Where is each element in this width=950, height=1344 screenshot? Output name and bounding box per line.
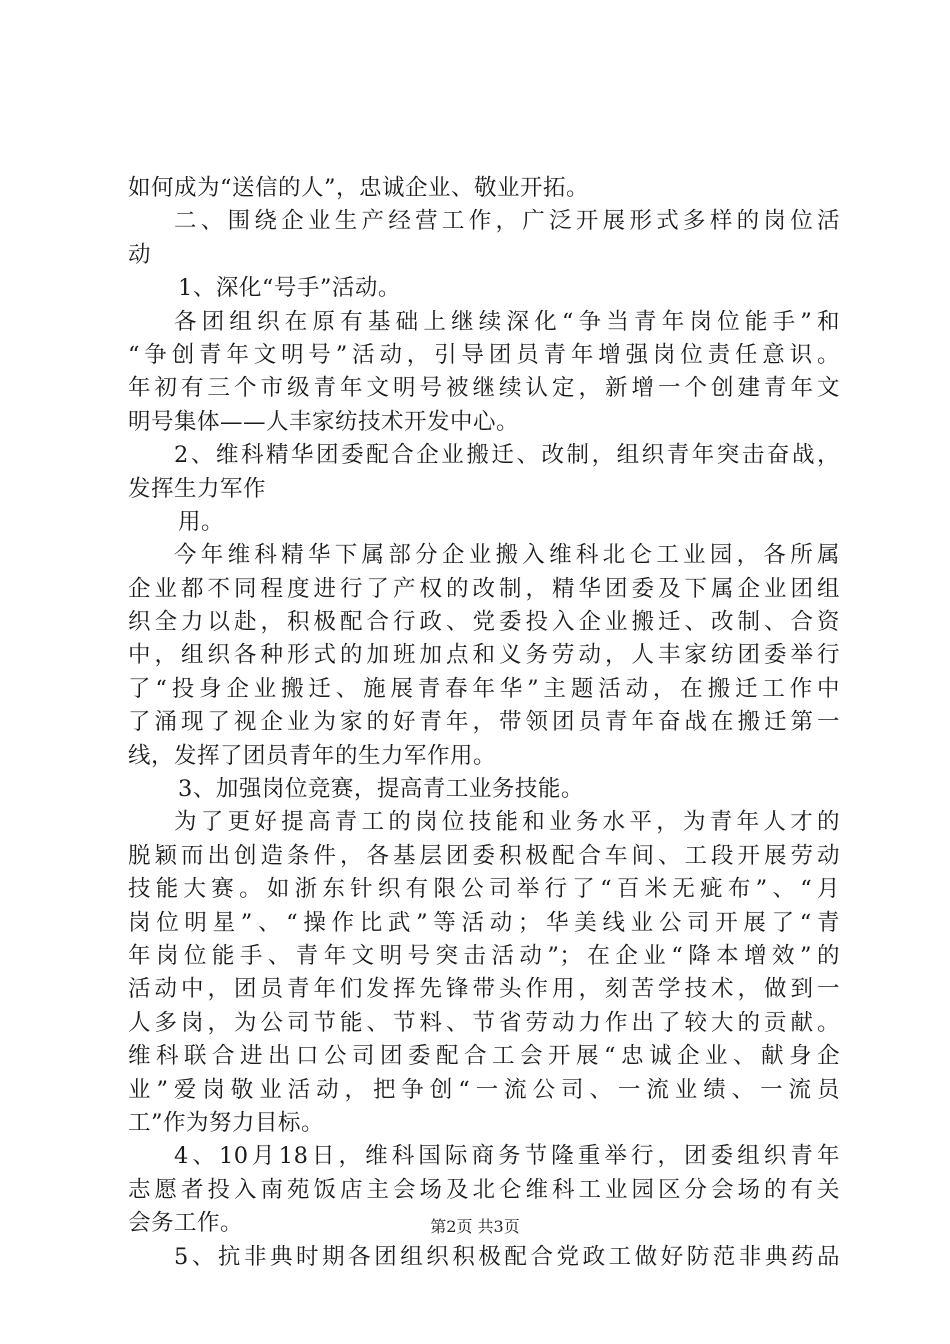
text-line: 技能大赛。如浙东针织有限公司举行了“百米无疵布”、“月 xyxy=(128,876,840,903)
text-line: 人多岗，为公司节能、节料、节省劳动力作出了较大的贡献。 xyxy=(128,1009,840,1036)
text-line: 今年维科精华下属部分企业搬入维科北仑工业园，各所属 xyxy=(174,542,840,569)
text-line: 明号集体——人丰家纺技术开发中心。 xyxy=(128,408,520,435)
text-line: 二、围绕企业生产经营工作，广泛开展形式多样的岗位活 xyxy=(174,208,840,235)
text-line: 志愿者投入南苑饭店主会场及北仑维科工业园区分会场的有关 xyxy=(128,1176,840,1203)
text-line: 企业都不同程度进行了产权的改制，精华团委及下属企业团组 xyxy=(128,575,840,602)
text-line: 为了更好提高青工的岗位技能和业务水平，为青年人才的 xyxy=(174,809,840,836)
page-footer: 第2页 共3页 xyxy=(430,1217,520,1236)
text-line: 岗位明星”、“操作比武”等活动；华美线业公司开展了“青 xyxy=(128,909,840,936)
text-line: 中，组织各种形式的加班加点和义务劳动，人丰家纺团委举行 xyxy=(128,642,840,669)
text-line: 3、加强岗位竞赛，提高青工业务技能。 xyxy=(178,776,584,803)
text-line: “争创青年文明号”活动，引导团员青年增强岗位责任意识。 xyxy=(128,341,840,368)
text-line: 年岗位能手、青年文明号突击活动”；在企业“降本增效”的 xyxy=(128,942,840,969)
text-line: 5、抗非典时期各团组织积极配合党政工做好防范非典药品 xyxy=(174,1243,840,1270)
text-line: 用。 xyxy=(178,508,225,535)
text-line: 动 xyxy=(128,241,152,268)
text-line: 2、维科精华团委配合企业搬迁、改制，组织青年突击奋战， xyxy=(174,442,840,469)
text-line: 维科联合进出口公司团委配合工会开展“忠诚企业、献身企 xyxy=(128,1043,840,1070)
text-line: 业”爱岗敬业活动，把争创“一流公司、一流业绩、一流员 xyxy=(128,1076,840,1103)
text-line: 年初有三个市级青年文明号被继续认定，新增一个创建青年文 xyxy=(128,375,840,402)
document-body xyxy=(128,172,840,1274)
text-line: 线，发挥了团员青年的生力军作用。 xyxy=(128,742,497,769)
text-line: 织全力以赴，积极配合行政、党委投入企业搬迁、改制、合资 xyxy=(128,609,840,636)
text-line: 脱颖而出创造条件，各基层团委积极配合车间、工段开展劳动 xyxy=(128,842,840,869)
text-line: 发挥生力军作 xyxy=(128,475,267,502)
text-line: 各团组织在原有基础上继续深化“争当青年岗位能手”和 xyxy=(174,308,840,335)
text-line: 活动中，团员青年们发挥先锋带头作用，刻苦学技术，做到一 xyxy=(128,976,840,1003)
text-line: 工”作为努力目标。 xyxy=(128,1109,325,1136)
text-line: 1、深化“号手”活动。 xyxy=(178,275,401,302)
text-line: 了涌现了视企业为家的好青年，带领团员青年奋战在搬迁第一 xyxy=(128,709,840,736)
text-line: 了“投身企业搬迁、施展青春年华”主题活动，在搬迁工作中 xyxy=(128,675,840,702)
text-line: 如何成为“送信的人”，忠诚企业、敬业开拓。 xyxy=(128,175,590,201)
text-line: 会务工作。 xyxy=(128,1210,244,1237)
text-line: 4、10月18日，维科国际商务节隆重举行，团委组织青年 xyxy=(174,1143,840,1170)
